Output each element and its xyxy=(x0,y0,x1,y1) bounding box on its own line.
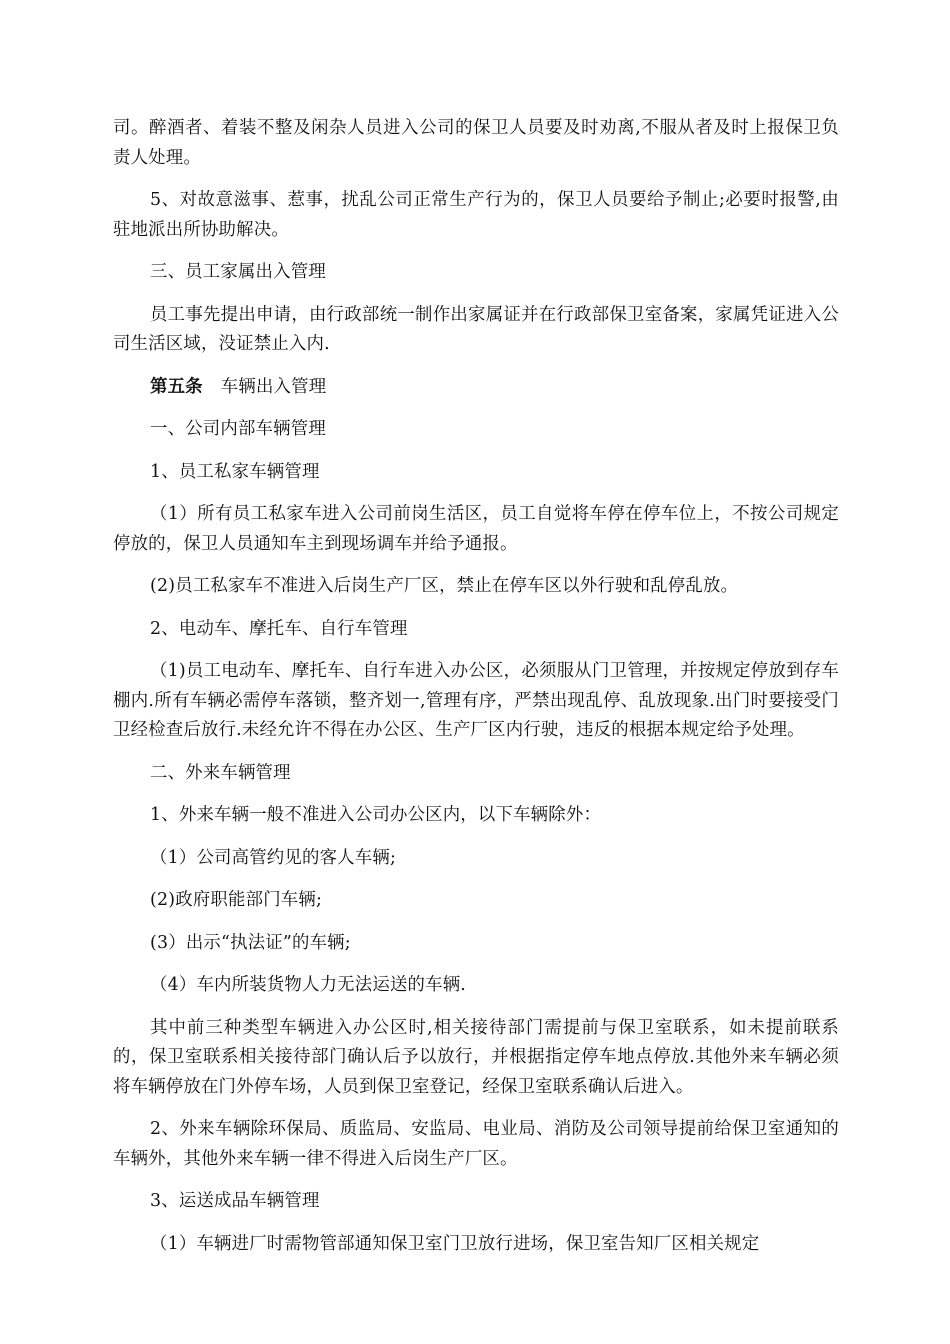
paragraph-external-rule-2: 2、外来车辆除环保局、质监局、安监局、电业局、消防及公司领导提前给保卫室通知的车辆外，其他外来车辆一律不得进入后岗生产厂区。 xyxy=(113,1119,839,1169)
section-heading-family-access: 三、员工家属出入管理 xyxy=(150,262,326,282)
paragraph-external-procedure: 其中前三种类型车辆进入办公区时,相关接待部门需提前与保卫室联系，如未提前联系的，保卫室联系相关接待部门确认后予以放行，并根据指定停车地点停放.其他外来车辆必须将车辆停放在门外停车场，人员到保卫室登记，经保卫室联系确认后进入。 xyxy=(113,1017,839,1097)
article-number: 第五条 xyxy=(150,376,203,397)
subheading-private-cars: 1、员工私家车辆管理 xyxy=(150,461,320,482)
paragraph-external-rule-1: 1、外来车辆一般不准进入公司办公区内，以下车辆除外： xyxy=(150,805,602,825)
section-heading-external-vehicles: 二、外来车辆管理 xyxy=(150,762,291,783)
paragraph-private-cars-1: （1）所有员工私家车进入公司前岗生活区，员工自觉将车停在停车位上，不按公司规定停放的，保卫人员通知车主到现场调车并给予通报。 xyxy=(113,504,839,554)
subheading-two-wheelers: 2、电动车、摩托车、自行车管理 xyxy=(150,618,408,639)
section-heading-internal-vehicles: 一、公司内部车辆管理 xyxy=(150,419,326,439)
paragraph-continuation: 司。醉酒者、着装不整及闲杂人员进入公司的保卫人员要及时劝离,不服从者及时上报保卫负责人处理。 xyxy=(113,118,839,168)
paragraph-item-5: 5、对故意滋事、惹事，扰乱公司正常生产行为的，保卫人员要给予制止;必要时报警,由驻地派出所协助解决。 xyxy=(113,190,839,240)
list-item-exception-4: （4）车内所装货物人力无法运送的车辆. xyxy=(150,975,467,995)
paragraph-private-cars-2: (2)员工私家车不准进入后岗生产厂区，禁止在停车区以外行驶和乱停乱放。 xyxy=(150,576,739,596)
list-item-exception-3: (3）出示“执法证”的车辆; xyxy=(150,932,351,953)
article-heading-vehicles xyxy=(113,373,839,403)
list-item-exception-2: (2)政府职能部门车辆; xyxy=(150,890,323,910)
paragraph-family-pass: 员工事先提出申请，由行政部统一制作出家属证并在行政部保卫室备案，家属凭证进入公司生活区域，没证禁止入内. xyxy=(113,304,839,354)
paragraph-two-wheelers-1: （1)员工电动车、摩托车、自行车进入办公区，必须服从门卫管理，并按规定停放到存车棚内.所有车辆必需停车落锁，整齐划一,管理有序，严禁出现乱停、乱放现象.出门时要接受门卫经检查后放行.未经允许不得在办公区、生产厂区内行驶，违反的根据本规定给予处理。 xyxy=(113,661,839,740)
article-title: 车辆出入管理 xyxy=(220,376,327,397)
list-item-exception-1: （1）公司高管约见的客人车辆; xyxy=(150,847,397,868)
document-page xyxy=(113,114,839,1272)
subheading-product-transport: 3、运送成品车辆管理 xyxy=(150,1191,320,1211)
paragraph-product-transport-1: （1）车辆进厂时需物管部通知保卫室门卫放行进场，保卫室告知厂区相关规定 xyxy=(150,1233,760,1254)
